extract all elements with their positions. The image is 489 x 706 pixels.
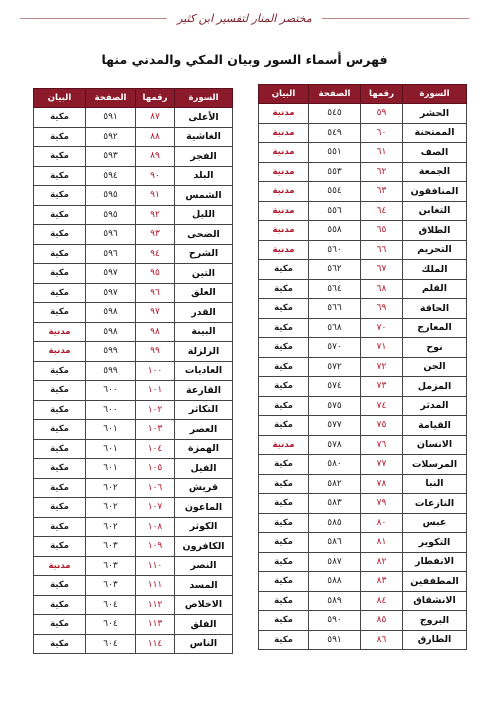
table-row [259,591,467,611]
surah-name-cell: الانشقاق [403,591,467,611]
surah-name-cell: الفيل [175,459,233,479]
surah-number-cell: ١٠٢ [136,400,175,420]
page-number-cell: ٥٧٧ [309,416,361,436]
surah-name-cell: التكوير [403,533,467,553]
surah-number-cell: ٩٢ [136,205,175,225]
table-row [34,108,233,128]
surah-name-cell: العلق [175,283,233,303]
page-number-cell: ٥٩٨ [86,322,136,342]
surah-index-table-left [33,88,233,654]
page-number-cell: ٥٩٩ [86,342,136,362]
surah-name-cell: التحريم [403,240,467,260]
revelation-type-cell: مكية [259,513,309,533]
table-body [259,104,467,650]
page-number-cell: ٦٠٤ [86,634,136,654]
revelation-type-cell: مكية [259,357,309,377]
revelation-type-cell: مكية [34,205,86,225]
surah-number-cell: ٩٩ [136,342,175,362]
table-row [34,420,233,440]
page-number-cell: ٥٨٨ [309,572,361,592]
surah-number-cell: ٧٢ [361,357,403,377]
page-number-cell: ٥٥٦ [309,201,361,221]
page-number-cell: ٥٨٠ [309,455,361,475]
page-number-cell: ٥٨٢ [309,474,361,494]
page-number-cell: ٦٠٣ [86,556,136,576]
revelation-type-cell: مكية [34,420,86,440]
surah-name-cell: الحاقة [403,299,467,319]
surah-name-cell: الليل [175,205,233,225]
page-number-cell: ٦٠٢ [86,517,136,537]
page-number-cell: ٥٩٠ [309,611,361,631]
table-row [259,455,467,475]
surah-name-cell: البينة [175,322,233,342]
table-row [259,123,467,143]
page-number-cell: ٥٧٠ [309,338,361,358]
page-number-cell: ٦٠١ [86,420,136,440]
surah-name-cell: الجن [403,357,467,377]
surah-number-cell: ٦٨ [361,279,403,299]
table-row [259,357,467,377]
surah-number-cell: ١١١ [136,576,175,596]
surah-name-cell: الصف [403,143,467,163]
surah-number-cell: ١٠٥ [136,459,175,479]
table-row [34,634,233,654]
revelation-type-cell: مكية [34,381,86,401]
revelation-type-cell: مكية [259,552,309,572]
revelation-type-cell: مكية [34,361,86,381]
table-row [259,240,467,260]
table-row [34,166,233,186]
page-number-cell: ٥٨٣ [309,494,361,514]
page-number-cell: ٥٨٩ [309,591,361,611]
revelation-type-cell: مكية [259,572,309,592]
table-row [34,556,233,576]
surah-name-cell: التكاثر [175,400,233,420]
page-number-cell: ٥٥١ [309,143,361,163]
surah-name-cell: نوح [403,338,467,358]
page-number-cell: ٥٩٧ [86,264,136,284]
surah-name-cell: القيامة [403,416,467,436]
table-row [259,377,467,397]
table-row [259,552,467,572]
surah-number-cell: ٦١ [361,143,403,163]
revelation-type-cell: مدنية [259,104,309,124]
table-row [259,533,467,553]
surah-number-cell: ٧٦ [361,435,403,455]
revelation-type-cell: مدنية [259,162,309,182]
surah-name-cell: القارعة [175,381,233,401]
surah-number-cell: ٨٩ [136,147,175,167]
table-row [259,143,467,163]
table-row [34,361,233,381]
page-number-cell: ٥٩١ [86,108,136,128]
surah-number-cell: ٨٤ [361,591,403,611]
column-header-page: الصفحة [86,89,136,108]
surah-number-cell: ٦٦ [361,240,403,260]
revelation-type-cell: مكية [259,630,309,650]
surah-name-cell: المزمل [403,377,467,397]
page-number-cell: ٥٩٥ [86,186,136,206]
surah-name-cell: عبس [403,513,467,533]
surah-number-cell: ١٠٩ [136,537,175,557]
page-number-cell: ٥٩٩ [86,361,136,381]
surah-number-cell: ٨٨ [136,127,175,147]
surah-number-cell: ٩٧ [136,303,175,323]
revelation-type-cell: مكية [34,439,86,459]
surah-number-cell: ٩٠ [136,166,175,186]
surah-name-cell: الفلق [175,615,233,635]
surah-name-cell: الانفطار [403,552,467,572]
revelation-type-cell: مدنية [259,240,309,260]
running-header [20,8,469,28]
revelation-type-cell: مكية [259,396,309,416]
revelation-type-cell: مكية [34,595,86,615]
table-row [34,381,233,401]
table-row [259,396,467,416]
page-number-cell: ٦٠٣ [86,576,136,596]
revelation-type-cell: مدنية [34,322,86,342]
table-header-row [34,89,233,108]
running-header-title: مختصر المنار لتفسير ابن كثير [167,12,322,25]
column-header-surah: السورة [175,89,233,108]
table-row [34,439,233,459]
surah-number-cell: ١٠٠ [136,361,175,381]
revelation-type-cell: مكية [34,303,86,323]
surah-number-cell: ٨٧ [136,108,175,128]
surah-name-cell: الانسان [403,435,467,455]
surah-number-cell: ٨٣ [361,572,403,592]
page-number-cell: ٥٩٣ [86,147,136,167]
page-number-cell: ٥٥٤ [309,182,361,202]
table-row [259,338,467,358]
table-row [34,537,233,557]
column-header-surah: السورة [403,85,467,104]
revelation-type-cell: مدنية [259,201,309,221]
page-number-cell: ٥٧٢ [309,357,361,377]
surah-name-cell: المطففين [403,572,467,592]
surah-number-cell: ٦٧ [361,260,403,280]
table-row [34,283,233,303]
table-row [34,498,233,518]
surah-number-cell: ١١٣ [136,615,175,635]
surah-name-cell: النازعات [403,494,467,514]
surah-number-cell: ٦٥ [361,221,403,241]
table-row [259,104,467,124]
surah-name-cell: الكوثر [175,517,233,537]
revelation-type-cell: مكية [259,260,309,280]
revelation-type-cell: مدنية [259,435,309,455]
surah-number-cell: ٨٦ [361,630,403,650]
table-header-row [259,85,467,104]
surah-number-cell: ٧٣ [361,377,403,397]
page-number-cell: ٥٦٨ [309,318,361,338]
page-number-cell: ٥٩٧ [86,283,136,303]
surah-number-cell: ٦٩ [361,299,403,319]
page-number-cell: ٥٧٨ [309,435,361,455]
surah-number-cell: ٩٥ [136,264,175,284]
surah-number-cell: ١٠٨ [136,517,175,537]
table-row [34,225,233,245]
revelation-type-cell: مكية [259,474,309,494]
table-row [34,576,233,596]
table-row [34,517,233,537]
table-row [34,186,233,206]
surah-name-cell: الفجر [175,147,233,167]
table-row [34,400,233,420]
revelation-type-cell: مكية [259,455,309,475]
surah-number-cell: ١٠٣ [136,420,175,440]
surah-number-cell: ٧٤ [361,396,403,416]
revelation-type-cell: مدنية [34,342,86,362]
surah-name-cell: الهمزة [175,439,233,459]
page-number-cell: ٦٠٠ [86,381,136,401]
surah-name-cell: المسد [175,576,233,596]
page-title: فهرس أسماء السور وبيان المكي والمدني منها [101,52,388,67]
revelation-type-cell: مكية [34,147,86,167]
surah-name-cell: المعارج [403,318,467,338]
surah-number-cell: ٧٧ [361,455,403,475]
surah-number-cell: ٩٣ [136,225,175,245]
table-row [259,494,467,514]
table-row [259,201,467,221]
column-header-number: رقمها [136,89,175,108]
page-number-cell: ٥٤٩ [309,123,361,143]
surah-name-cell: الحشر [403,104,467,124]
page-number-cell: ٦٠٤ [86,595,136,615]
revelation-type-cell: مدنية [259,221,309,241]
page-number-cell: ٥٩٥ [86,205,136,225]
surah-number-cell: ١١٠ [136,556,175,576]
revelation-type-cell: مكية [34,283,86,303]
table-row [259,299,467,319]
surah-name-cell: الجمعة [403,162,467,182]
revelation-type-cell: مدنية [34,556,86,576]
surah-number-cell: ٧٩ [361,494,403,514]
page-number-cell: ٥٩٤ [86,166,136,186]
table-row [34,459,233,479]
surah-number-cell: ٦٢ [361,162,403,182]
surah-name-cell: الكافرون [175,537,233,557]
surah-name-cell: النبا [403,474,467,494]
revelation-type-cell: مكية [34,459,86,479]
page-number-cell: ٦٠١ [86,439,136,459]
surah-number-cell: ١٠٤ [136,439,175,459]
surah-number-cell: ٧٥ [361,416,403,436]
page-number-cell: ٥٩٦ [86,225,136,245]
table-row [259,318,467,338]
table-row [259,416,467,436]
surah-name-cell: الماعون [175,498,233,518]
surah-name-cell: الأعلى [175,108,233,128]
revelation-type-cell: مكية [34,615,86,635]
revelation-type-cell: مكية [34,537,86,557]
page-number-cell: ٦٠٢ [86,478,136,498]
surah-number-cell: ٦٠ [361,123,403,143]
surah-name-cell: الزلزلة [175,342,233,362]
surah-name-cell: المدثر [403,396,467,416]
surah-name-cell: الممتحنة [403,123,467,143]
revelation-type-cell: مكية [34,127,86,147]
page-number-cell: ٥٦٠ [309,240,361,260]
revelation-type-cell: مكية [34,244,86,264]
revelation-type-cell: مكية [34,108,86,128]
surah-number-cell: ٩٤ [136,244,175,264]
table-row [259,182,467,202]
surah-number-cell: ٥٩ [361,104,403,124]
surah-number-cell: ٩٨ [136,322,175,342]
surah-number-cell: ١٠٧ [136,498,175,518]
revelation-type-cell: مكية [259,533,309,553]
surah-name-cell: الطارق [403,630,467,650]
surah-number-cell: ٨٠ [361,513,403,533]
surah-name-cell: قريش [175,478,233,498]
surah-number-cell: ٦٣ [361,182,403,202]
column-header-type: البيان [259,85,309,104]
surah-number-cell: ٧٨ [361,474,403,494]
table-row [34,595,233,615]
table-row [34,303,233,323]
revelation-type-cell: مكية [259,279,309,299]
surah-number-cell: ٨٥ [361,611,403,631]
table-row [34,205,233,225]
surah-index-table-right [258,84,467,650]
page-number-cell: ٦٠٣ [86,537,136,557]
table-row [34,322,233,342]
surah-number-cell: ٨١ [361,533,403,553]
page-number-cell: ٥٦٦ [309,299,361,319]
page-number-cell: ٥٥٨ [309,221,361,241]
surah-name-cell: الشمس [175,186,233,206]
surah-name-cell: القدر [175,303,233,323]
table-body [34,108,233,654]
table-row [34,127,233,147]
page-number-cell: ٦٠٤ [86,615,136,635]
revelation-type-cell: مكية [34,264,86,284]
revelation-type-cell: مكية [259,416,309,436]
revelation-type-cell: مكية [259,494,309,514]
surah-name-cell: الملك [403,260,467,280]
surah-number-cell: ٩١ [136,186,175,206]
revelation-type-cell: مكية [259,318,309,338]
revelation-type-cell: مكية [34,225,86,245]
table-row [34,147,233,167]
page-number-cell: ٥٧٤ [309,377,361,397]
page-number-cell: ٦٠١ [86,459,136,479]
surah-name-cell: الناس [175,634,233,654]
table-row [259,513,467,533]
surah-name-cell: البروج [403,611,467,631]
revelation-type-cell: مكية [34,478,86,498]
page-number-cell: ٥٩٢ [86,127,136,147]
surah-name-cell: الطلاق [403,221,467,241]
page-number-cell: ٥٨٥ [309,513,361,533]
table-row [34,264,233,284]
table-row [259,260,467,280]
surah-name-cell: العصر [175,420,233,440]
revelation-type-cell: مكية [34,498,86,518]
table-row [259,611,467,631]
surah-number-cell: ٦٤ [361,201,403,221]
surah-name-cell: المنافقون [403,182,467,202]
surah-name-cell: الغاشية [175,127,233,147]
table-row [34,478,233,498]
surah-name-cell: البلد [175,166,233,186]
page-number-cell: ٥٩١ [309,630,361,650]
column-header-page: الصفحة [309,85,361,104]
page-number-cell: ٦٠٠ [86,400,136,420]
page-number-cell: ٦٠٢ [86,498,136,518]
surah-number-cell: ٩٦ [136,283,175,303]
surah-number-cell: ٨٢ [361,552,403,572]
table-row [259,279,467,299]
page-number-cell: ٥٩٨ [86,303,136,323]
revelation-type-cell: مدنية [259,123,309,143]
column-header-type: البيان [34,89,86,108]
surah-number-cell: ٧١ [361,338,403,358]
revelation-type-cell: مكية [34,517,86,537]
revelation-type-cell: مكية [34,186,86,206]
surah-number-cell: ١١٤ [136,634,175,654]
table-row [34,615,233,635]
page-number-cell: ٥٦٤ [309,279,361,299]
revelation-type-cell: مكية [259,299,309,319]
surah-name-cell: الشرح [175,244,233,264]
surah-number-cell: ٧٠ [361,318,403,338]
page-number-cell: ٥٤٥ [309,104,361,124]
page-number-cell: ٥٨٦ [309,533,361,553]
revelation-type-cell: مكية [259,611,309,631]
table-row [259,474,467,494]
surah-name-cell: النصر [175,556,233,576]
table-row [259,221,467,241]
revelation-type-cell: مدنية [259,182,309,202]
page-number-cell: ٥٨٧ [309,552,361,572]
page-number-cell: ٥٦٢ [309,260,361,280]
surah-number-cell: ١٠١ [136,381,175,401]
revelation-type-cell: مكية [34,166,86,186]
table-row [259,435,467,455]
table-row [259,572,467,592]
revelation-type-cell: مكية [34,576,86,596]
revelation-type-cell: مكية [259,591,309,611]
surah-name-cell: المرسلات [403,455,467,475]
revelation-type-cell: مدنية [259,143,309,163]
revelation-type-cell: مكية [259,377,309,397]
table-row [259,630,467,650]
page-number-cell: ٥٥٣ [309,162,361,182]
revelation-type-cell: مكية [259,338,309,358]
surah-name-cell: العاديات [175,361,233,381]
surah-name-cell: الاخلاص [175,595,233,615]
revelation-type-cell: مكية [34,634,86,654]
revelation-type-cell: مكية [34,400,86,420]
surah-name-cell: التغابن [403,201,467,221]
page-number-cell: ٥٧٥ [309,396,361,416]
surah-name-cell: الضحى [175,225,233,245]
table-row [259,162,467,182]
column-header-number: رقمها [361,85,403,104]
surah-number-cell: ١٠٦ [136,478,175,498]
surah-name-cell: القلم [403,279,467,299]
surah-number-cell: ١١٢ [136,595,175,615]
surah-name-cell: التين [175,264,233,284]
page-number-cell: ٥٩٦ [86,244,136,264]
table-row [34,342,233,362]
table-row [34,244,233,264]
